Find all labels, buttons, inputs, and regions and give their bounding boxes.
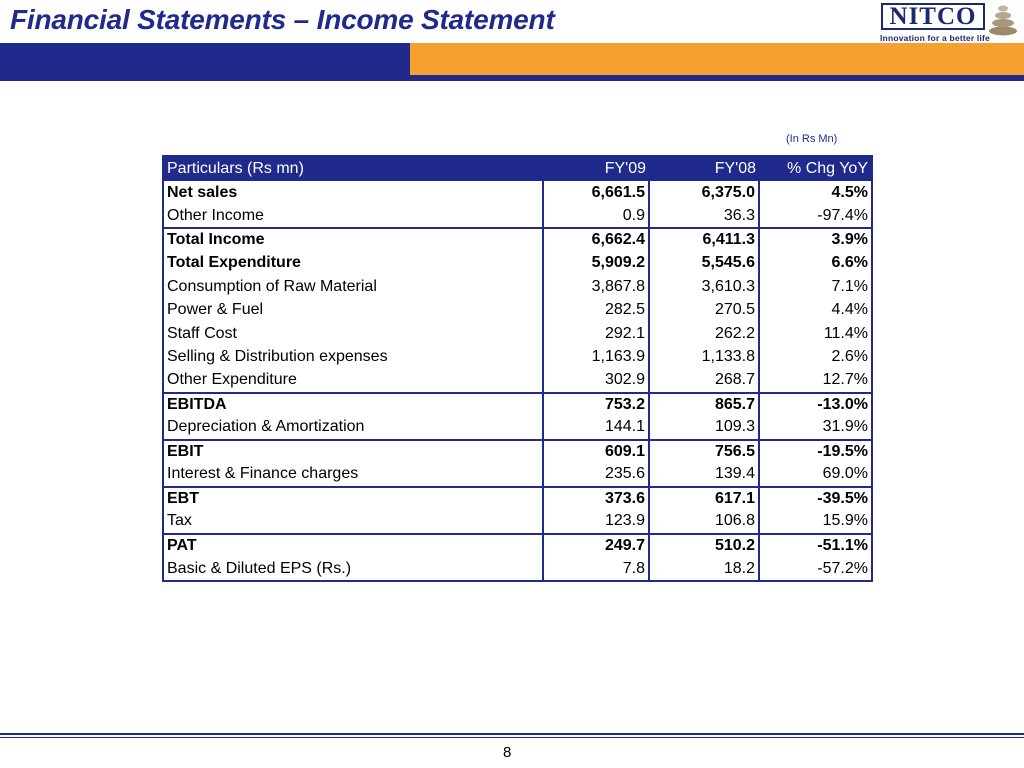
table-row	[163, 346, 872, 370]
table-header-row	[163, 156, 872, 181]
table-row	[163, 299, 872, 323]
table-row	[163, 205, 872, 229]
row-pct-change: 3.9%	[759, 228, 872, 252]
footer-rule	[0, 733, 1024, 735]
row-pct-change: -39.5%	[759, 487, 872, 511]
row-label: Depreciation & Amortization	[167, 418, 365, 436]
row-label: EBITDA	[163, 393, 543, 417]
table-row	[163, 557, 872, 581]
table-row	[163, 463, 872, 487]
row-fy09: 1,163.9	[543, 346, 649, 370]
row-fy08: 865.7	[649, 393, 759, 417]
row-fy08: 6,411.3	[649, 228, 759, 252]
row-fy08: 270.5	[649, 299, 759, 323]
row-label: Total Income	[163, 228, 543, 252]
row-label: EBT	[163, 487, 543, 511]
row-label: Selling & Distribution expenses	[167, 348, 388, 366]
row-fy08: 262.2	[649, 322, 759, 346]
row-fy08: 617.1	[649, 487, 759, 511]
row-pct-change: 6.6%	[759, 252, 872, 276]
row-pct-change: 69.0%	[759, 463, 872, 487]
row-label: Staff Cost	[167, 324, 237, 342]
row-pct-change: 7.1%	[759, 275, 872, 299]
row-label: Interest & Finance charges	[167, 465, 359, 483]
row-fy09: 249.7	[543, 534, 649, 558]
row-label: Power & Fuel	[167, 301, 264, 319]
row-fy08: 756.5	[649, 440, 759, 464]
row-fy08: 36.3	[649, 205, 759, 229]
row-fy08: 268.7	[649, 369, 759, 393]
row-pct-change: 12.7%	[759, 369, 872, 393]
row-label: Tax	[167, 512, 192, 530]
footer-rule-thin	[0, 737, 1024, 738]
table-row	[163, 252, 872, 276]
table-row	[163, 510, 872, 534]
row-pct-change: -51.1%	[759, 534, 872, 558]
row-fy08: 18.2	[649, 557, 759, 581]
row-label: Net sales	[167, 183, 238, 201]
row-pct-change: 31.9%	[759, 416, 872, 440]
page-number: 8	[503, 744, 512, 761]
table-row	[163, 275, 872, 299]
row-label: PAT	[163, 534, 543, 558]
page-title: Financial Statements – Income Statement	[10, 4, 555, 35]
row-fy09: 7.8	[543, 557, 649, 581]
table-row	[163, 322, 872, 346]
row-pct-change: 2.6%	[759, 346, 872, 370]
stacked-stones-icon	[988, 2, 1020, 36]
row-fy09: 753.2	[543, 393, 649, 417]
row-fy09: 144.1	[543, 416, 649, 440]
table-row	[163, 440, 872, 464]
row-fy09: 6,662.4	[543, 228, 649, 252]
row-fy09: 282.5	[543, 299, 649, 323]
header-pct-change: % Chg YoY	[759, 156, 872, 181]
row-fy09: 373.6	[543, 487, 649, 511]
row-fy08: 6,375.0	[649, 181, 759, 205]
row-pct-change: -97.4%	[759, 205, 872, 229]
table-row	[163, 534, 872, 558]
row-pct-change: -19.5%	[759, 440, 872, 464]
header-band-orange	[410, 43, 1024, 75]
row-fy09: 235.6	[543, 463, 649, 487]
header-band-blue	[0, 43, 410, 75]
row-pct-change: 4.4%	[759, 299, 872, 323]
row-fy08: 106.8	[649, 510, 759, 534]
header-fy08: FY'08	[649, 156, 759, 181]
units-note: (In Rs Mn)	[786, 133, 838, 145]
row-label: Other Income	[167, 206, 264, 224]
row-fy08: 5,545.6	[649, 252, 759, 276]
row-pct-change: -13.0%	[759, 393, 872, 417]
row-fy08: 510.2	[649, 534, 759, 558]
row-fy09: 5,909.2	[543, 252, 649, 276]
row-fy09: 6,661.5	[543, 181, 649, 205]
header-underline	[0, 75, 1024, 81]
table-row	[163, 487, 872, 511]
income-statement-table	[162, 155, 873, 582]
row-fy09: 302.9	[543, 369, 649, 393]
row-fy08: 109.3	[649, 416, 759, 440]
row-pct-change: -57.2%	[759, 557, 872, 581]
row-pct-change: 4.5%	[759, 181, 872, 205]
company-logo	[878, 2, 1020, 44]
row-fy08: 139.4	[649, 463, 759, 487]
row-fy08: 1,133.8	[649, 346, 759, 370]
table-row	[163, 228, 872, 252]
row-fy09: 292.1	[543, 322, 649, 346]
row-pct-change: 15.9%	[759, 510, 872, 534]
row-fy09: 123.9	[543, 510, 649, 534]
row-label: Total Expenditure	[167, 254, 301, 272]
header-particulars: Particulars (Rs mn)	[163, 156, 543, 181]
header-fy09: FY'09	[543, 156, 649, 181]
logo-tagline: Innovation for a better life	[880, 33, 990, 43]
table-row	[163, 369, 872, 393]
logo-wordmark: NITCO	[881, 3, 985, 30]
row-fy09: 0.9	[543, 205, 649, 229]
row-fy08: 3,610.3	[649, 275, 759, 299]
row-label: Other Expenditure	[167, 371, 297, 389]
row-label: Basic & Diluted EPS (Rs.)	[167, 559, 352, 577]
row-fy09: 609.1	[543, 440, 649, 464]
table-row	[163, 181, 872, 205]
table-row	[163, 416, 872, 440]
row-label: Consumption of Raw Material	[167, 277, 377, 295]
row-label: EBIT	[163, 440, 543, 464]
row-fy09: 3,867.8	[543, 275, 649, 299]
row-pct-change: 11.4%	[759, 322, 872, 346]
table-row	[163, 393, 872, 417]
